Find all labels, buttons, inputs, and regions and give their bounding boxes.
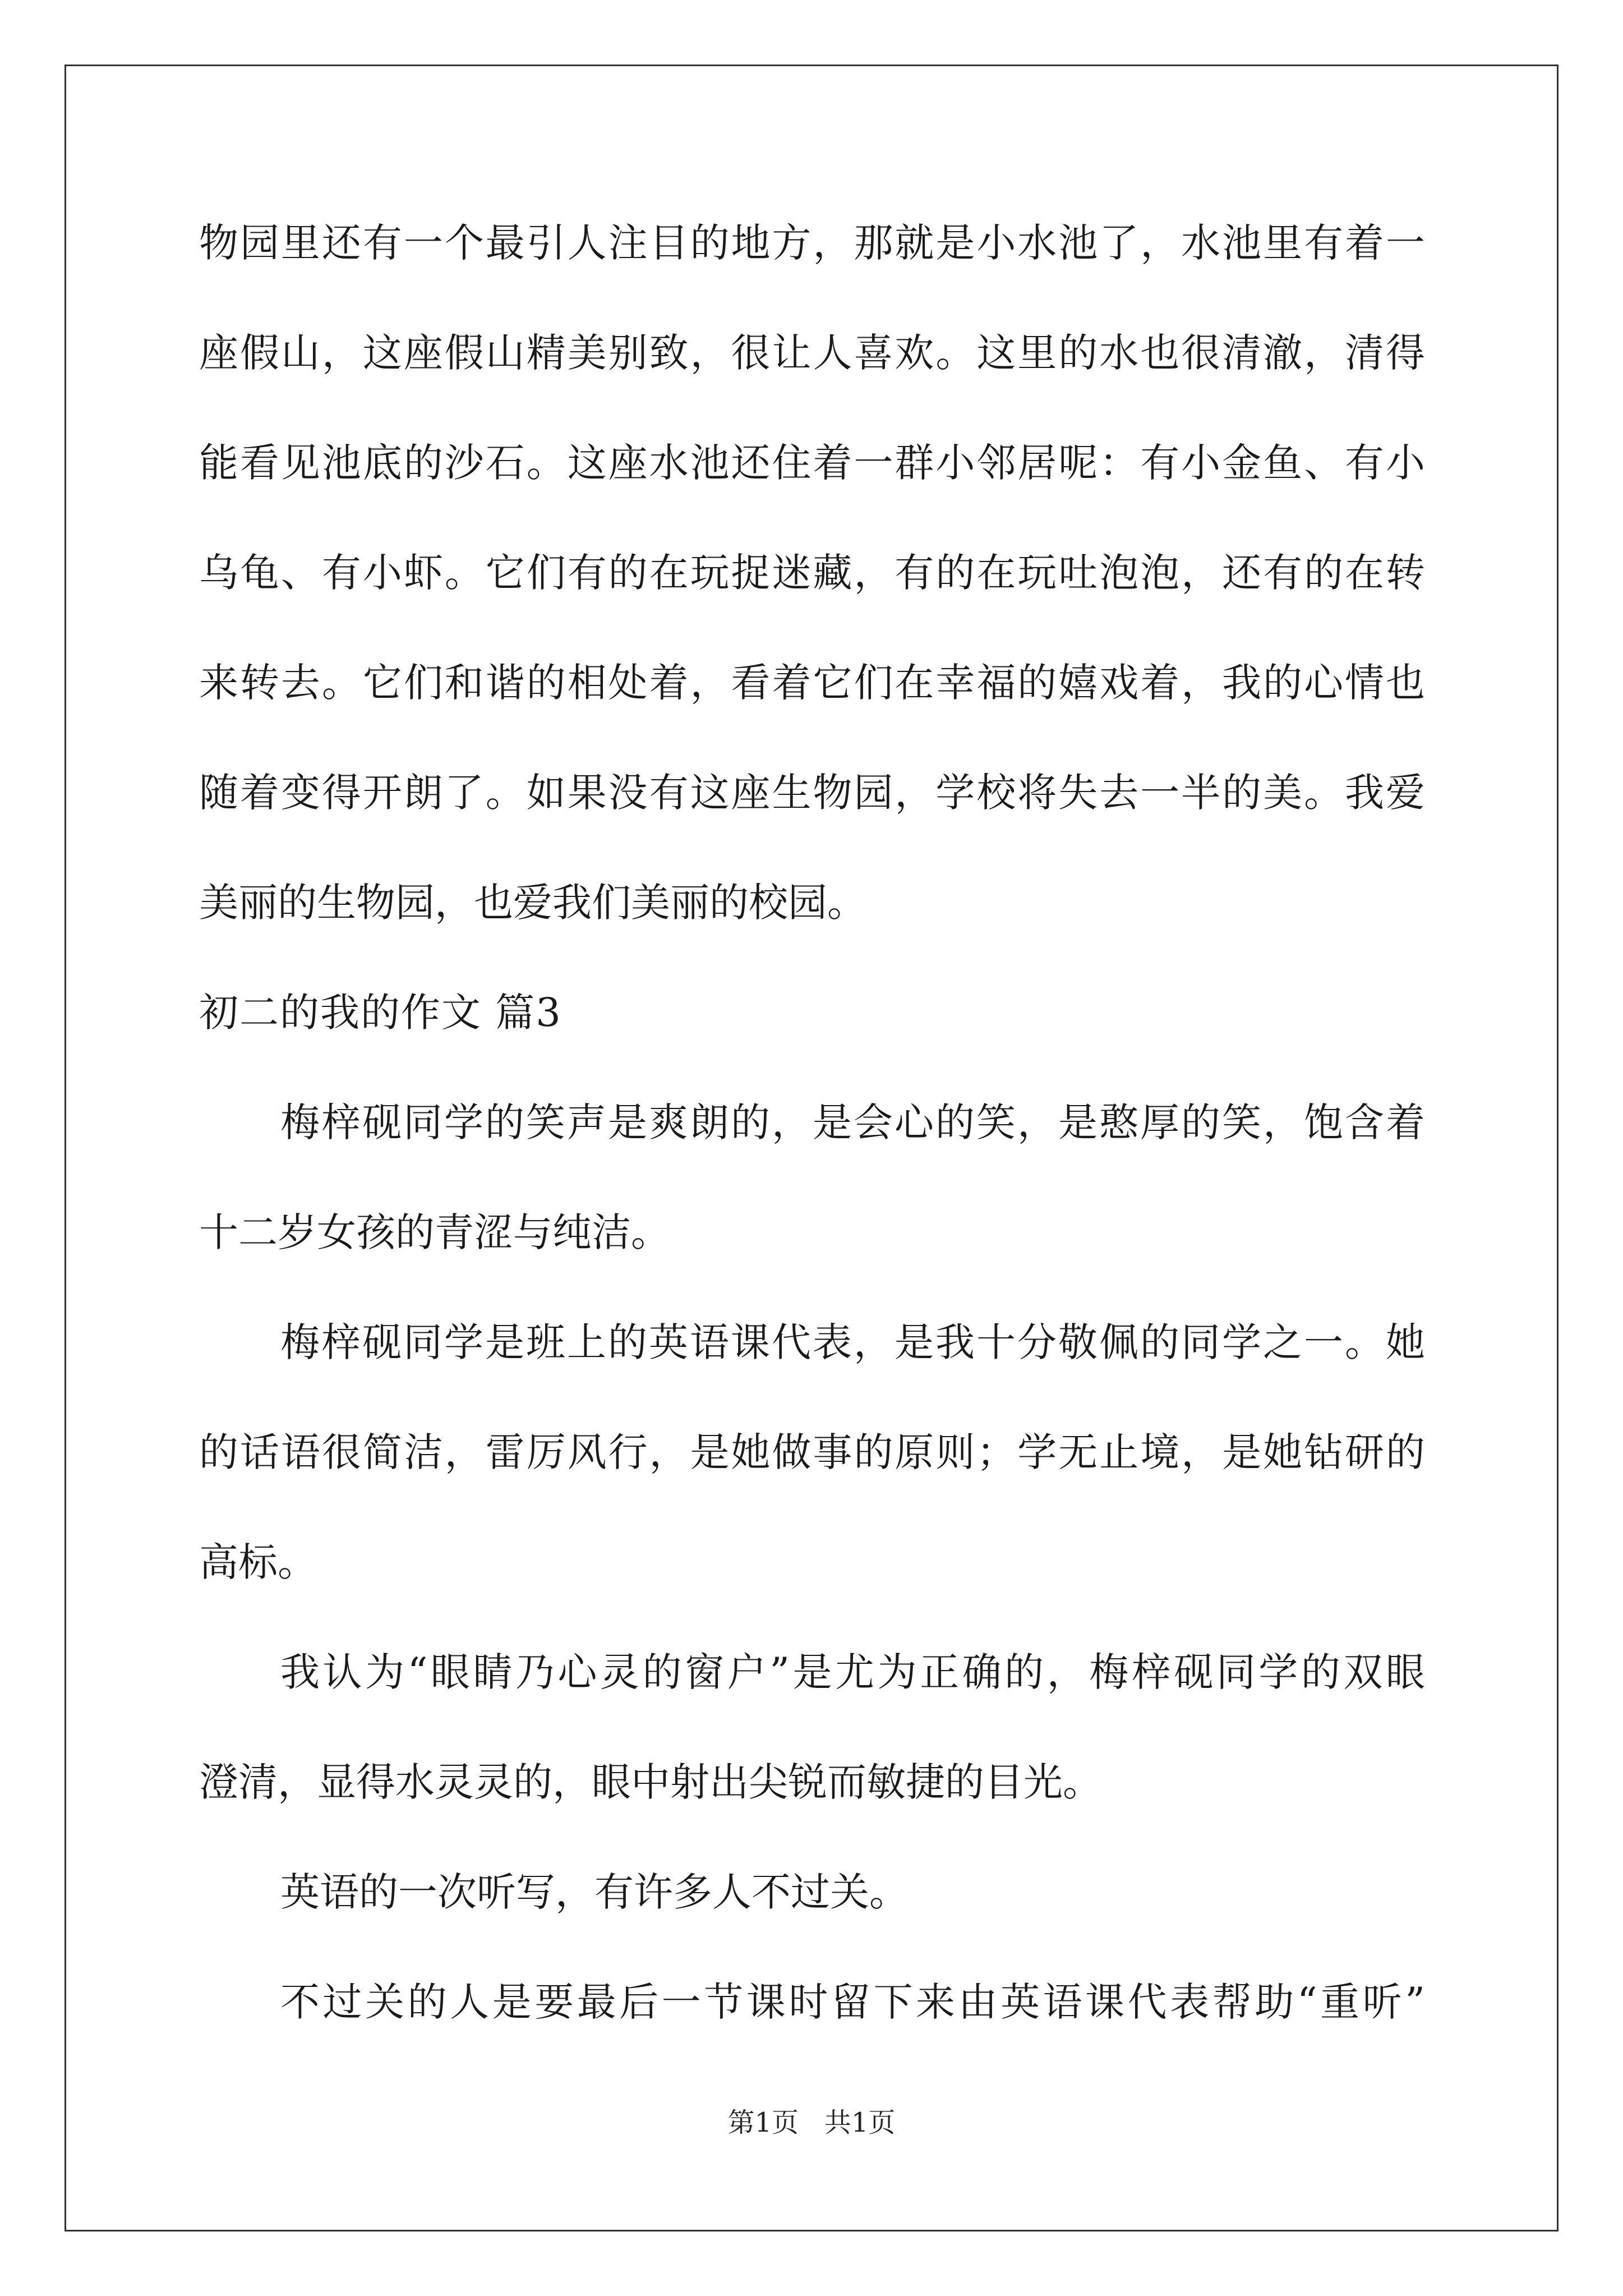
paragraph-line: 梅梓砚同学是班上的英语课代表，是我十分敬佩的同学之一。她 bbox=[280, 1319, 1425, 1365]
paragraph-line: 的话语很简洁，雷厉风行，是她做事的原则；学无止境，是她钻研的 bbox=[199, 1429, 1425, 1475]
paragraph-line: 座假山，这座假山精美别致，很让人喜欢。这里的水也很清澈，清得 bbox=[199, 330, 1425, 376]
paragraph-line: 美丽的生物园，也爱我们美丽的校园。 bbox=[199, 880, 866, 926]
paragraph-line: 澄清，显得水灵灵的，眼中射出尖锐而敏捷的目光。 bbox=[199, 1759, 1102, 1805]
paragraph-line: 高标。 bbox=[199, 1539, 317, 1585]
paragraph-line: 梅梓砚同学的笑声是爽朗的，是会心的笑，是憨厚的笑，饱含着 bbox=[280, 1099, 1425, 1145]
paragraph-line: 来转去。它们和谐的相处着，看着它们在幸福的嬉戏着，我的心情也 bbox=[199, 660, 1425, 706]
paragraph-line: 英语的一次听写，有许多人不过关。 bbox=[280, 1869, 909, 1915]
page-number-footer: 第1页 共1页 bbox=[727, 2107, 896, 2138]
paragraph-line: 不过关的人是要最后一节课时留下来由英语课代表帮助“重听” bbox=[280, 1979, 1425, 2025]
paragraph-line: 乌龟、有小虾。它们有的在玩捉迷藏，有的在玩吐泡泡，还有的在转 bbox=[199, 550, 1425, 596]
document-body bbox=[199, 215, 1425, 2084]
paragraph-line: 物园里还有一个最引人注目的地方，那就是小水池了，水池里有着一 bbox=[199, 220, 1425, 266]
paragraph-line: 十二岁女孩的青涩与纯洁。 bbox=[199, 1209, 670, 1255]
paragraph-line: 随着变得开朗了。如果没有这座生物园，学校将失去一半的美。我爱 bbox=[199, 770, 1425, 816]
section-heading: 初二的我的作文 篇3 bbox=[199, 990, 562, 1036]
paragraph-line: 我认为“眼睛乃心灵的窗户”是尤为正确的，梅梓砚同学的双眼 bbox=[280, 1649, 1425, 1695]
paragraph-line: 能看见池底的沙石。这座水池还住着一群小邻居呢：有小金鱼、有小 bbox=[199, 440, 1425, 486]
